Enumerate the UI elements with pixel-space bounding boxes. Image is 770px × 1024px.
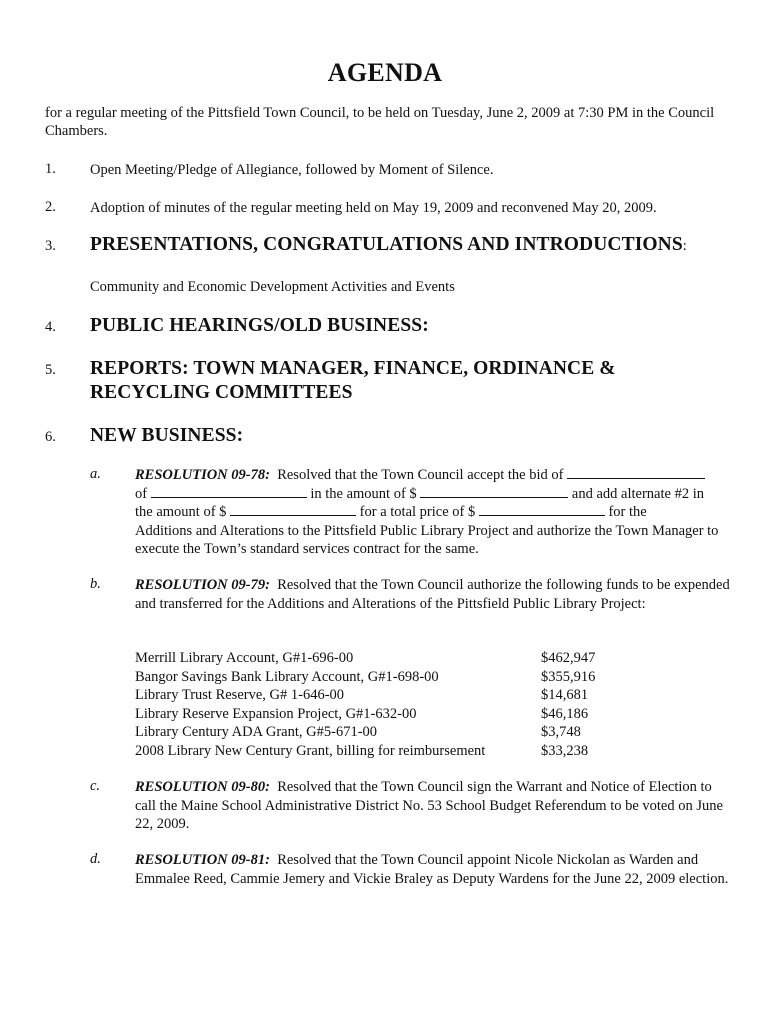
fund-row bbox=[135, 668, 615, 687]
resolution-text: for a total price of $ bbox=[359, 504, 476, 520]
resolution-b bbox=[135, 576, 730, 613]
resolution-text: of bbox=[135, 485, 148, 502]
fund-amount: $46,186 bbox=[541, 705, 589, 722]
resolution-text: Resolved that the Town Council sign the Warrant and Notice of Election to call the Maine School Administrative District No. 53 School Budget Referendum to be voted on June 22, 2009. bbox=[135, 779, 723, 832]
resolution-text: and add alternate #2 in bbox=[571, 485, 704, 502]
resolution-text: Resolved that the Town Council appoint Nicole Nickolan as Warden and Emmalee Reed, Cammie Jemery and Vickie Braley as Deputy Wardens for the June 22, 2009 election. bbox=[135, 852, 729, 887]
fund-amount: $3,748 bbox=[541, 724, 581, 740]
item-text: Open Meeting/Pledge of Allegiance, followed by Moment of Silence. bbox=[90, 162, 494, 178]
item-heading-line1: REPORTS: TOWN MANAGER, FINANCE, ORDINANCE & bbox=[90, 358, 616, 379]
item-number: 2. bbox=[45, 199, 56, 215]
resolution-letter: d. bbox=[90, 851, 101, 867]
resolution-text: for the bbox=[608, 504, 647, 520]
item-number: 4. bbox=[45, 319, 56, 335]
fund-row bbox=[135, 649, 615, 668]
resolution-a bbox=[135, 466, 730, 559]
resolution-line bbox=[135, 503, 730, 522]
fund-row bbox=[135, 705, 615, 724]
resolution-title: RESOLUTION 09-79: bbox=[135, 577, 270, 593]
fund-amount: $355,916 bbox=[541, 668, 596, 685]
resolution-text: Additions and Alterations to the Pittsfield Public Library Project and authorize the Town Manager to execute the Town’s standard services contract for the same. bbox=[135, 522, 719, 557]
item-subtext: Community and Economic Development Activities and Events bbox=[90, 279, 455, 295]
bidder-name-blank bbox=[151, 485, 307, 498]
item-heading: PUBLIC HEARINGS/OLD BUSINESS: bbox=[90, 315, 429, 336]
resolution-text: Resolved that the Town Council authorize the following funds to be expended and transferred for the Additions and Alterations of the Pittsfield Public Library Project: bbox=[135, 577, 730, 612]
amount-blank bbox=[420, 485, 568, 498]
fund-amount: $33,238 bbox=[541, 742, 589, 759]
resolution-title: RESOLUTION 09-80: bbox=[135, 779, 270, 795]
item-number: 6. bbox=[45, 429, 56, 445]
fund-row bbox=[135, 723, 615, 742]
total-price-blank bbox=[479, 503, 605, 516]
item-text: Adoption of minutes of the regular meeting held on May 19, 2009 and reconvened May 20, 2009. bbox=[90, 200, 657, 216]
item-heading-text: PRESENTATIONS, CONGRATULATIONS AND INTRODUCTIONS bbox=[90, 234, 683, 255]
fund-name: Library Century ADA Grant, G#5-671-00 bbox=[135, 724, 378, 740]
resolution-d bbox=[135, 851, 730, 888]
resolution-line bbox=[135, 466, 730, 485]
fund-name: Library Reserve Expansion Project, G#1-632-00 bbox=[135, 705, 417, 722]
item-number: 5. bbox=[45, 362, 56, 378]
item-number: 1. bbox=[45, 161, 56, 177]
resolution-text: in the amount of $ bbox=[310, 485, 417, 502]
resolution-text: Resolved that the Town Council accept the bid of bbox=[277, 467, 564, 483]
resolution-text: the amount of $ bbox=[135, 504, 227, 520]
item-heading: NEW BUSINESS: bbox=[90, 425, 244, 446]
fund-name: Library Trust Reserve, G# 1-646-00 bbox=[135, 687, 345, 703]
item-number: 3. bbox=[45, 238, 56, 254]
page-title: AGENDA bbox=[327, 58, 443, 87]
fund-amount: $462,947 bbox=[541, 650, 596, 666]
resolution-letter: a. bbox=[90, 466, 101, 482]
meeting-intro: for a regular meeting of the Pittsfield Town Council, to be held on Tuesday, June 2, 2009 at 7:30 PM in the Council Chambers. bbox=[45, 105, 715, 139]
heading-colon: : bbox=[682, 238, 687, 254]
resolution-letter: b. bbox=[90, 576, 101, 592]
fund-row bbox=[135, 686, 615, 705]
resolution-line bbox=[135, 485, 730, 504]
bidder-blank bbox=[567, 466, 705, 479]
fund-name: Bangor Savings Bank Library Account, G#1-698-00 bbox=[135, 668, 439, 685]
fund-name: 2008 Library New Century Grant, billing for reimbursement bbox=[135, 742, 486, 759]
fund-amount: $14,681 bbox=[541, 687, 589, 703]
fund-name: Merrill Library Account, G#1-696-00 bbox=[135, 650, 354, 666]
item-heading bbox=[90, 233, 687, 258]
resolution-title: RESOLUTION 09-81: bbox=[135, 852, 270, 868]
resolution-title: RESOLUTION 09-78: bbox=[135, 467, 270, 483]
fund-row bbox=[135, 742, 615, 761]
alternate-amount-blank bbox=[230, 503, 356, 516]
resolution-letter: c. bbox=[90, 778, 101, 794]
item-heading-line2: RECYCLING COMMITTEES bbox=[90, 382, 353, 403]
funds-list bbox=[135, 649, 615, 760]
resolution-c bbox=[135, 778, 730, 834]
